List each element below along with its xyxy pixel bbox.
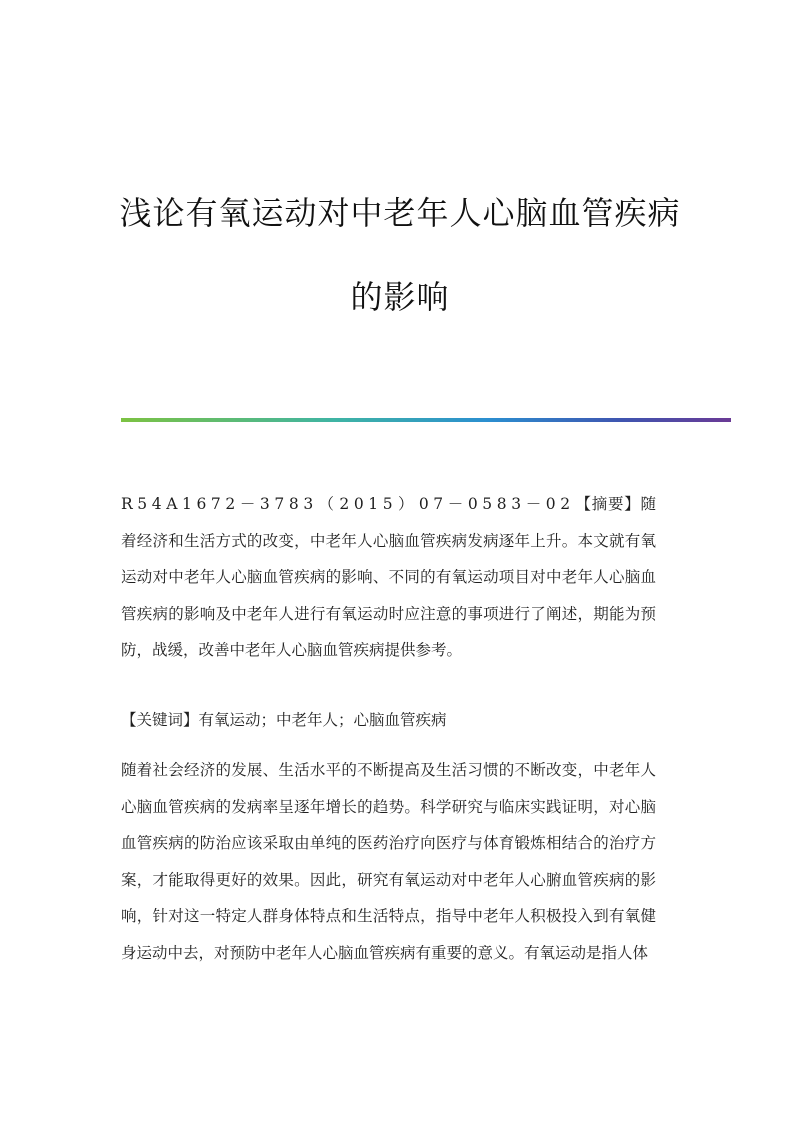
abstract-paragraph — [121, 486, 656, 669]
article-code: R54A1672－3783（2015）07－0583－02 — [121, 495, 575, 513]
abstract-text: 随着经济和生活方式的改变，中老年人心脑血管疾病发病逐年上升。本文就有氧运动对中老年人心脑血管疾病的影响、不同的有氧运动项目对中老年人心脑血管疾病的影响及中老年人进行有氧运动时应注意的事项进行了阐述，期能为预防，战缓，改善中老年人心脑血管疾病提供参考。 — [121, 495, 656, 660]
abstract-label: 【摘要】 — [574, 495, 641, 513]
document-title-line-1: 浅论有氧运动对中老年人心脑血管疾病 — [119, 194, 681, 232]
keywords-paragraph — [121, 702, 656, 739]
keywords-label: 【关键词】 — [121, 711, 199, 729]
title-divider — [121, 418, 731, 422]
keywords-text: 有氧运动；中老年人；心脑血管疾病 — [198, 711, 447, 729]
intro-paragraph: 随着社会经济的发展、生活水平的不断提高及生活习惯的不断改变，中老年人心脑血管疾病的发病率呈逐年增长的趋势。科学研究与临床实践证明，对心脑血管疾病的防治应该采取由单纯的医药治疗向医疗与体育锻炼相结合的治疗方案，才能取得更好的效果。因此，研究有氧运动对中老年人心腑血管疾病的影响，针对这一特定人群身体特点和生活特点，指导中老年人积极投入到有氧健身运动中去，对预防中老年人心脑血管疾病有重要的意义。有氧运动是指人体 — [121, 761, 656, 962]
document-title-line-2: 的影响 — [350, 278, 450, 316]
